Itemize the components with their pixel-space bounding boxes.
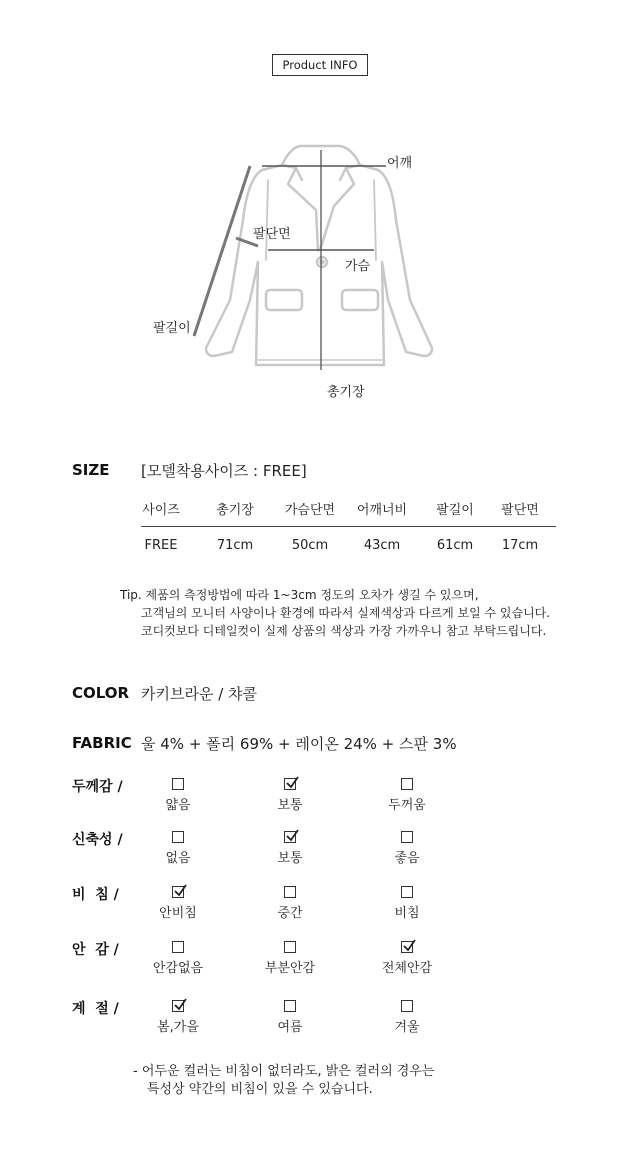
note-line-1: - 어두운 컬러는 비침이 없더라도, 밝은 컬러의 경우는 (133, 1064, 435, 1079)
empty-box-icon (401, 886, 413, 898)
option-label: 전체안감 (381, 961, 433, 976)
attribute-option (235, 778, 345, 813)
empty-box-icon (172, 831, 184, 843)
size-cell: FREE (144, 538, 178, 553)
tip-line-3: 코디컷보다 디테일컷이 실제 상품의 색상과 가장 가까우니 참고 부탁드립니다. (141, 624, 547, 638)
option-label: 좋음 (394, 851, 420, 866)
tip-line-1: Tip. 제품의 측정방법에 따라 1~3cm 정도의 오차가 생길 수 있으며, (120, 588, 479, 602)
attribute-option (235, 1000, 345, 1035)
size-cell: 61cm (436, 538, 474, 553)
attribute-option (352, 778, 462, 813)
attribute-option (123, 886, 233, 921)
jacket-outline (206, 146, 432, 365)
fabric-label: FABRIC (72, 734, 132, 752)
empty-box-icon (172, 778, 184, 790)
fabric-value: 울 4% + 폴리 69% + 레이온 24% + 스판 3% (141, 735, 457, 753)
checked-box-icon (284, 831, 296, 843)
attribute-option (352, 886, 462, 921)
table-divider (141, 526, 556, 527)
size-cell: 50cm (291, 538, 329, 553)
attribute-option (123, 1000, 233, 1035)
tip-line-2: 고객님의 모니터 사양이나 환경에 따라서 실제색상과 다르게 보일 수 있습니다. (141, 606, 551, 620)
option-label: 보통 (277, 798, 303, 813)
color-label: COLOR (72, 684, 130, 702)
attribute-option (235, 941, 345, 976)
jacket-diagram (0, 130, 640, 410)
empty-box-icon (172, 941, 184, 953)
empty-box-icon (401, 1000, 413, 1012)
option-label: 비침 (394, 906, 420, 921)
attribute-option (235, 831, 345, 866)
checked-box-icon (172, 886, 184, 898)
size-cell: 17cm (501, 538, 539, 553)
option-label: 겨울 (394, 1020, 420, 1035)
size-cell: 71cm (216, 538, 254, 553)
option-label: 없음 (165, 851, 191, 866)
size-header: 어깨너비 (356, 503, 408, 518)
size-header: 총기장 (216, 503, 254, 518)
option-label: 여름 (277, 1020, 303, 1035)
label-chest: 가슴 (345, 259, 371, 274)
option-label: 얇음 (165, 798, 191, 813)
attribute-label: 계 절 / (72, 1001, 119, 1017)
label-total-length: 총기장 (327, 385, 365, 400)
product-info-badge: Product INFO (272, 54, 368, 76)
option-label: 안비침 (159, 906, 197, 921)
attribute-label: 안 감 / (72, 942, 119, 958)
size-header: 팔단면 (501, 503, 539, 518)
attribute-option (123, 831, 233, 866)
attribute-label: 비 침 / (72, 887, 119, 903)
option-label: 봄,가을 (157, 1020, 199, 1035)
attribute-option (352, 831, 462, 866)
option-label: 안감없음 (152, 961, 204, 976)
size-label: SIZE (72, 461, 110, 479)
option-label: 두꺼움 (388, 798, 426, 813)
label-shoulder: 어깨 (387, 156, 413, 171)
option-label: 보통 (277, 851, 303, 866)
label-sleeve-length: 팔길이 (153, 321, 191, 336)
attribute-option (123, 778, 233, 813)
size-header: 사이즈 (142, 503, 180, 518)
size-cell: 43cm (363, 538, 401, 553)
attribute-label: 신축성 / (72, 832, 123, 848)
color-value: 카키브라운 / 챠콜 (141, 685, 258, 703)
empty-box-icon (401, 778, 413, 790)
checked-box-icon (172, 1000, 184, 1012)
attribute-option (352, 1000, 462, 1035)
note-line-2: 특성상 약간의 비침이 있을 수 있습니다. (147, 1082, 373, 1097)
size-header: 가슴단면 (284, 503, 336, 518)
label-sleeve-cuff: 팔단면 (253, 227, 291, 242)
attribute-option (123, 941, 233, 976)
empty-box-icon (401, 831, 413, 843)
attribute-option (352, 941, 462, 976)
model-size: [모델착용사이즈 : FREE] (141, 462, 307, 480)
attribute-option (235, 886, 345, 921)
attribute-label: 두께감 / (72, 779, 123, 795)
empty-box-icon (284, 1000, 296, 1012)
option-label: 중간 (277, 906, 303, 921)
empty-box-icon (284, 941, 296, 953)
empty-box-icon (284, 886, 296, 898)
option-label: 부분안감 (264, 961, 316, 976)
size-header: 팔길이 (436, 503, 474, 518)
checked-box-icon (284, 778, 296, 790)
checked-box-icon (401, 941, 413, 953)
